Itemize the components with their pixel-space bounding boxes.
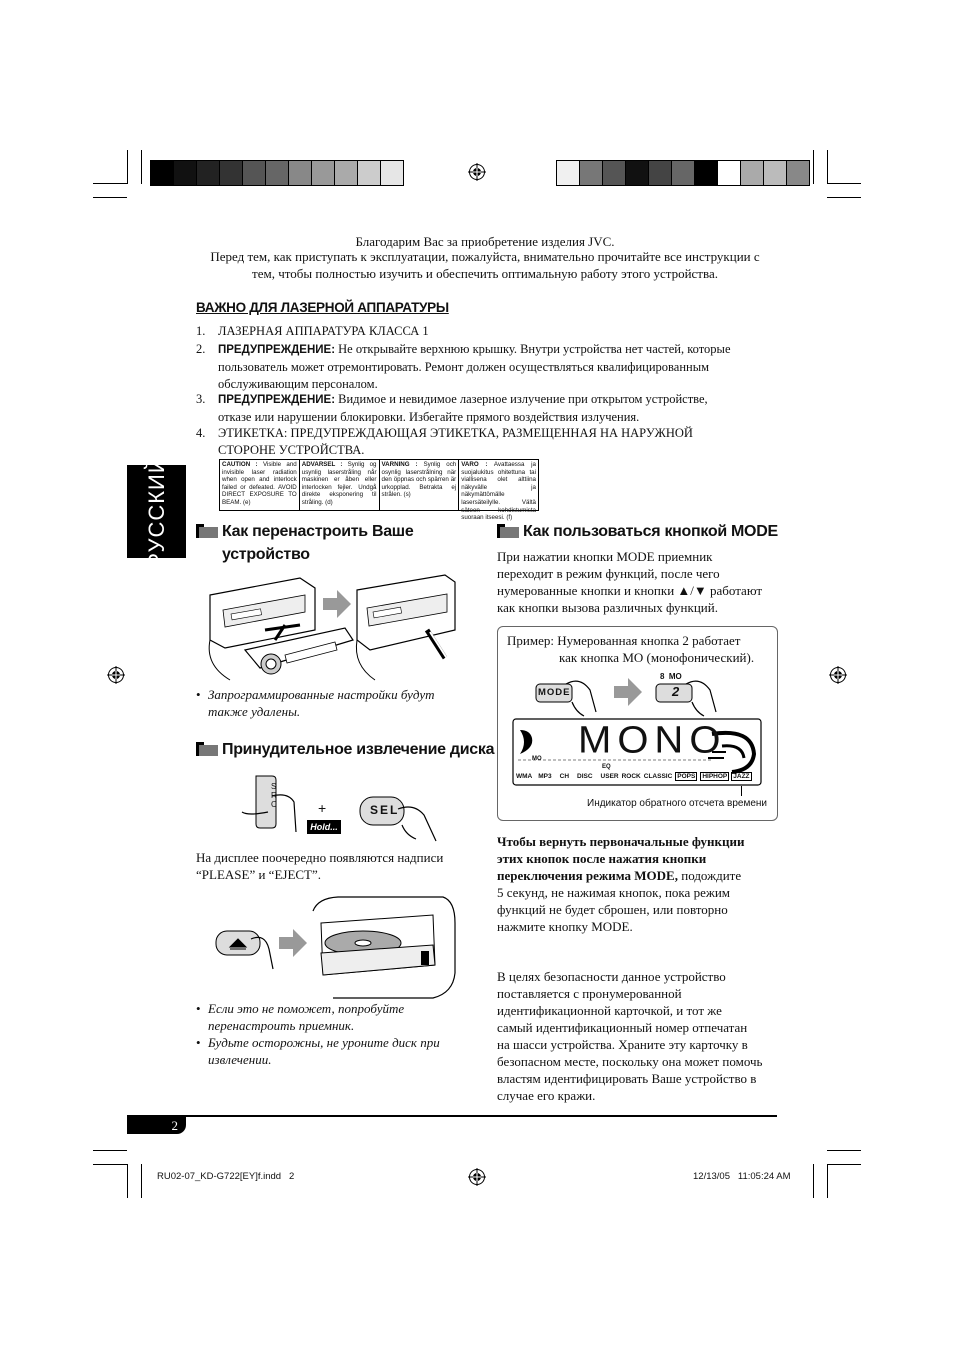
mode-button-label: MODE — [538, 687, 571, 698]
indicator-rock: ROCK — [621, 772, 641, 780]
countdown-pointer — [741, 786, 742, 796]
laser-warning-label — [219, 459, 539, 522]
crop-mark — [827, 183, 861, 184]
security-line: В целях безопасности данное устройство — [497, 969, 726, 984]
indicator-disc: DISC — [577, 772, 593, 780]
security-text — [497, 968, 782, 1104]
reset-note-line: Запрограммированные настройки будут — [208, 687, 435, 702]
restore-bold-line: Чтобы вернуть первоначальные функции — [497, 834, 745, 849]
registration-mark-icon — [468, 163, 486, 181]
mode-desc-line: как кнопки вызова различных функций. — [497, 600, 718, 615]
crop-mark — [827, 1164, 828, 1198]
restore-tail: подождите — [677, 868, 742, 883]
item-text: Не открывайте верхнюю крышку. Внутри устройства нет частей, которые — [335, 342, 731, 356]
crop-mark — [141, 1164, 142, 1198]
crop-mark — [127, 1164, 128, 1198]
lcd-eq-indicator: EQ — [602, 764, 611, 770]
indicator-classic: CLASSIC — [643, 772, 673, 780]
crop-mark — [93, 1164, 127, 1165]
label-cell-sv: VARNING : Synlig och osynlig laserstrålning när den öppnas och spärren är urkopplad. Betrakta ej strålen. (s) — [380, 460, 460, 510]
eject-text-2: “PLEASE” и “EJECT”. — [196, 867, 322, 882]
indicator-hiphop: HIPHOP — [702, 772, 728, 780]
warning-label: ПРЕДУПРЕЖДЕНИЕ: — [218, 394, 336, 406]
sel-label: SEL — [370, 803, 400, 817]
reset-illustration — [205, 570, 455, 685]
eject-note-line: извлечении. — [208, 1052, 272, 1067]
reset-heading-2: устройство — [222, 546, 310, 563]
lcd-main-text: MONO — [578, 719, 727, 761]
example-line-1: Пример: Нумерованная кнопка 2 работает — [507, 633, 741, 648]
eject-text-1: На дисплее поочередно появляются надписи — [196, 850, 444, 865]
crop-mark — [127, 150, 128, 184]
color-bar-left — [150, 160, 404, 186]
security-line: на шасси устройства. Храните эту карточку в — [497, 1037, 748, 1052]
footer-rule — [127, 1115, 777, 1117]
security-line: случае его кражи. — [497, 1088, 596, 1103]
indicator-pops: POPS — [677, 772, 696, 780]
label-cell-fi: VARO : Avattaessa ja suojalukitus ohitettuna tai viallisena olet alttiina näkyvälle ja näkymättömälle lasersäteilylle. Vältä säteen kohdistumista suoraan itseesi. (f) — [461, 461, 536, 522]
item-number: 4. — [196, 426, 206, 440]
item-text: Видимое и невидимое лазерное излучение при открытом устройстве, — [335, 392, 708, 406]
page-number: 2 — [171, 1118, 178, 1133]
restore-bold-line: переключения режима MODE, — [497, 868, 678, 883]
item-text: ЛАЗЕРНАЯ АППАРАТУРА КЛАССА 1 — [218, 324, 429, 338]
item-number: 3. — [196, 392, 206, 406]
indicator-ch: CH — [559, 772, 570, 780]
restore-line: 5 секунд, не нажимая кнопок, пока режим — [497, 885, 731, 900]
indicator-mp3: MP3 — [538, 772, 552, 780]
section-marker-icon — [196, 742, 218, 756]
crop-mark — [93, 183, 127, 184]
reset-note-line: также удалены. — [208, 704, 301, 719]
security-line: идентификационной карточкой, и тот же — [497, 1003, 722, 1018]
mode-desc-line: При нажатии кнопки MODE приемник — [497, 549, 713, 564]
plus-sign: + — [318, 800, 327, 816]
intro-line-1: Благодарим Вас за приобретение изделия JVC. — [355, 234, 615, 249]
section-marker-icon — [196, 524, 218, 538]
eject-note-line: Если это не поможет, попробуйте — [208, 1001, 405, 1016]
security-line: поставляется с пронумерованной — [497, 986, 682, 1001]
crop-mark — [93, 1150, 127, 1151]
item-text: обслуживающим персоналом. — [218, 377, 378, 391]
indicator-user: USER — [600, 772, 619, 780]
item-text: ЭТИКЕТКА: ПРЕДУПРЕЖДАЮЩАЯ ЭТИКЕТКА, РАЗМЕЩЕННАЯ НА НАРУЖНОЙ — [218, 426, 693, 440]
mode-desc — [497, 548, 782, 616]
indicator-wma: WMA — [516, 772, 533, 780]
item-number: 2. — [196, 342, 206, 356]
eject-illustration — [213, 893, 458, 1003]
warning-label: ПРЕДУПРЕЖДЕНИЕ: — [218, 344, 336, 356]
eject-heading: Принудительное извлечение диска — [222, 741, 495, 758]
restore-text — [497, 833, 782, 935]
registration-mark-icon — [468, 1168, 486, 1186]
mode-heading: Как пользоваться кнопкой MODE — [523, 523, 778, 540]
src-button-illustration — [238, 772, 298, 836]
reset-heading-1: Как перенастроить Ваше — [222, 523, 414, 540]
crop-mark — [827, 150, 828, 184]
crop-mark — [827, 197, 861, 198]
security-line: властям идентифицировать Ваше устройство в — [497, 1071, 757, 1086]
src-label: SRC — [271, 782, 277, 809]
btn2-top-label: 8 MO — [660, 672, 682, 681]
color-bar-right — [556, 160, 810, 186]
page-number-tab — [127, 1117, 186, 1134]
restore-bold-line: этих кнопок после нажатия кнопки — [497, 851, 707, 866]
eject-note-line: перенастроить приемник. — [208, 1018, 355, 1033]
item-text: пользователь может отремонтировать. Ремонт должен осуществляться квалифицированным — [218, 360, 710, 374]
crop-mark — [827, 1150, 861, 1151]
item-text: отказе или нарушении блокировки. Избегайте прямого воздействия излучения. — [218, 410, 640, 424]
intro-line-2: Перед тем, как приступать к эксплуатации, пожалуйста, внимательно прочитайте все инструкции с — [210, 249, 760, 264]
lcd-mo-indicator: MO — [532, 756, 542, 762]
item-number: 1. — [196, 324, 206, 338]
language-tab-label: РУССКИЙ — [143, 455, 169, 568]
crop-mark — [813, 150, 814, 184]
security-line: самый идентификационный номер отпечатан — [497, 1020, 748, 1035]
lcd-indicator-row — [516, 770, 760, 782]
mode-desc-line: переходит в режим функций, после чего — [497, 566, 720, 581]
restore-line: функций не будет сброшен, или повторно — [497, 902, 728, 917]
security-line: безопасном месте, поскольку она может помочь — [497, 1054, 763, 1069]
section-marker-icon — [497, 524, 519, 538]
mode-desc-line: нумерованные кнопки и кнопки ▲/▼ работают — [497, 583, 763, 598]
restore-line: нажмите кнопку MODE. — [497, 919, 633, 934]
indicator-jazz: JAZZ — [733, 772, 750, 780]
crop-mark — [813, 1164, 814, 1198]
intro-line-3: тем, чтобы полностью изучить и обеспечить оптимальную работу этого устройства. — [252, 266, 718, 281]
registration-mark-icon — [107, 666, 125, 684]
footer-file: RU02-07_KD-G722[EY]f.indd 2 — [157, 1171, 295, 1182]
countdown-label: Индикатор обратного отсчета времени — [587, 798, 767, 809]
footer-timestamp: 12/13/05 11:05:24 AM — [693, 1171, 791, 1182]
example-line-2: как кнопка MO (монофонический). — [559, 650, 755, 665]
laser-heading: ВАЖНО ДЛЯ ЛАЗЕРНОЙ АППАРАТУРЫ — [196, 300, 449, 315]
eject-note-line: Будьте осторожны, не уроните диск при — [208, 1035, 440, 1050]
crop-mark — [141, 150, 142, 184]
crop-mark — [93, 197, 127, 198]
registration-mark-icon — [829, 666, 847, 684]
crop-mark — [827, 1164, 861, 1165]
label-cell-da: ADVARSEL : Synlig og usynlig laserstråling når maskinen er åben eller interlocken fejler. Undgå direkte eksponering til stråling. (d) — [300, 460, 380, 510]
item-text: СТОРОНЕ УСТРОЙСТВА. — [218, 443, 365, 457]
language-tab — [127, 455, 186, 568]
btn2-label: 2 — [672, 684, 680, 699]
hold-label: Hold... — [307, 820, 341, 834]
label-cell-en: CAUTION : Visible and invisible laser radiation when open and interlock failed or defeated. AVOID DIRECT EXPOSURE TO BEAM. (e) — [220, 460, 300, 510]
